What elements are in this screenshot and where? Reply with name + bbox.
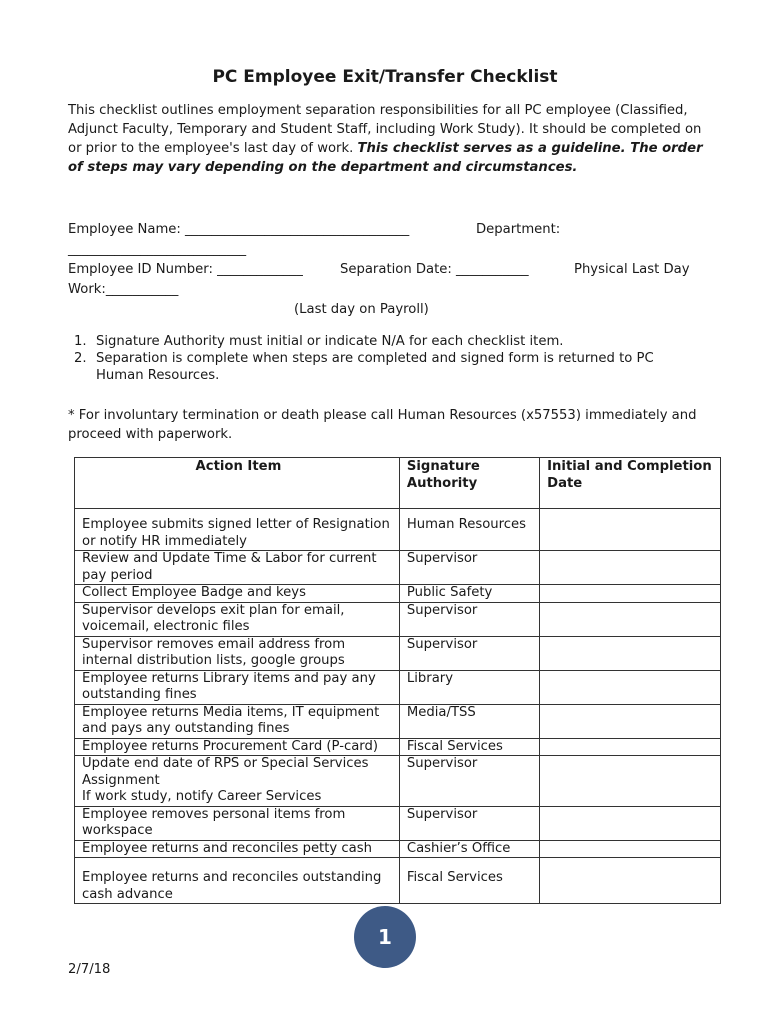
signature-authority-cell: Supervisor [399,551,539,585]
signature-authority-cell: Library [399,670,539,704]
document-title: PC Employee Exit/Transfer Checklist [212,67,558,87]
header-signature-authority: Signature Authority [399,458,539,509]
signature-authority-cell: Supervisor [399,756,539,807]
physical-last-day-field: Physical Last Day [574,262,690,277]
last-day-payroll-label: (Last day on Payroll) [294,302,429,317]
intro-text: This checklist outlines employment separation responsibilities for all PC employee (Classified, Adjunct Faculty, Temporary and Student Staff, including Work Study). It should be completed on or prior to the employee's last day of work. [68,103,702,156]
signature-authority-cell: Fiscal Services [399,738,539,756]
initial-date-cell [540,602,721,636]
department-field: Department: [476,222,561,237]
header-initial-date: Initial and Completion Date [540,458,721,509]
department-line: ___________________________ [68,242,247,257]
action-item-cell: Employee returns and reconciles outstanding cash advance [75,858,400,904]
action-item-cell: Employee returns Procurement Card (P-card) [75,738,400,756]
signature-authority-cell: Supervisor [399,806,539,840]
action-item-cell: Employee returns Library items and pay any outstanding fines [75,670,400,704]
action-item-cell: Review and Update Time & Labor for current pay period [75,551,400,585]
signature-authority-cell: Media/TSS [399,704,539,738]
table-header-row [75,458,721,509]
action-item-cell: Employee returns and reconciles petty cash [75,840,400,858]
signature-authority-cell: Human Resources [399,509,539,551]
initial-date-cell [540,509,721,551]
separation-date-field: Separation Date: ___________ [340,262,529,277]
table-row [75,551,721,585]
signature-authority-cell: Supervisor [399,602,539,636]
instruction-steps [74,333,694,384]
initial-date-cell [540,636,721,670]
initial-date-cell [540,756,721,807]
table-row [75,704,721,738]
signature-authority-cell: Fiscal Services [399,858,539,904]
table-row [75,806,721,840]
initial-date-cell [540,585,721,603]
header-action-item: Action Item [75,458,400,509]
initial-date-cell [540,806,721,840]
action-item-cell: Employee returns Media items, IT equipment and pays any outstanding fines [75,704,400,738]
instruction-step: 2. Separation is complete when steps are completed and signed form is returned to PC Human Resources. [74,351,654,383]
action-item-cell: Supervisor develops exit plan for email, voicemail, electronic files [75,602,400,636]
checklist-table [74,457,721,904]
table-row [75,602,721,636]
initial-date-cell [540,840,721,858]
action-item-cell: Employee removes personal items from workspace [75,806,400,840]
signature-authority-cell: Cashier’s Office [399,840,539,858]
action-item-cell: Update end date of RPS or Special Services Assignment If work study, notify Career Services [75,756,400,807]
signature-authority-cell: Public Safety [399,585,539,603]
table-row [75,840,721,858]
table-row [75,858,721,904]
intro-emphasis: This checklist serves as a guideline. The order of steps may vary depending on the department and circumstances. [68,141,703,175]
table-row [75,670,721,704]
footer-date: 2/7/18 [68,962,111,977]
initial-date-cell [540,670,721,704]
signature-authority-cell: Supervisor [399,636,539,670]
action-item-cell: Supervisor removes email address from internal distribution lists, google groups [75,636,400,670]
table-row [75,756,721,807]
table-row [75,509,721,551]
initial-date-cell [540,704,721,738]
table-row [75,636,721,670]
work-field: Work:___________ [68,282,179,297]
action-item-cell: Collect Employee Badge and keys [75,585,400,603]
initial-date-cell [540,738,721,756]
instruction-step: 1. Signature Authority must initial or indicate N/A for each checklist item. [74,334,564,349]
table-row [75,585,721,603]
initial-date-cell [540,858,721,904]
intro-paragraph [68,101,708,177]
table-row [75,738,721,756]
involuntary-termination-note: * For involuntary termination or death please call Human Resources (x57553) immediately and proceed with paperwork. [68,408,697,442]
employee-id-field: Employee ID Number: _____________ [68,262,303,277]
employee-fields [68,220,708,320]
action-item-cell: Employee submits signed letter of Resignation or notify HR immediately [75,509,400,551]
page-number-badge: 1 [354,906,416,968]
employee-name-field: Employee Name: __________________________________ [68,222,410,237]
initial-date-cell [540,551,721,585]
